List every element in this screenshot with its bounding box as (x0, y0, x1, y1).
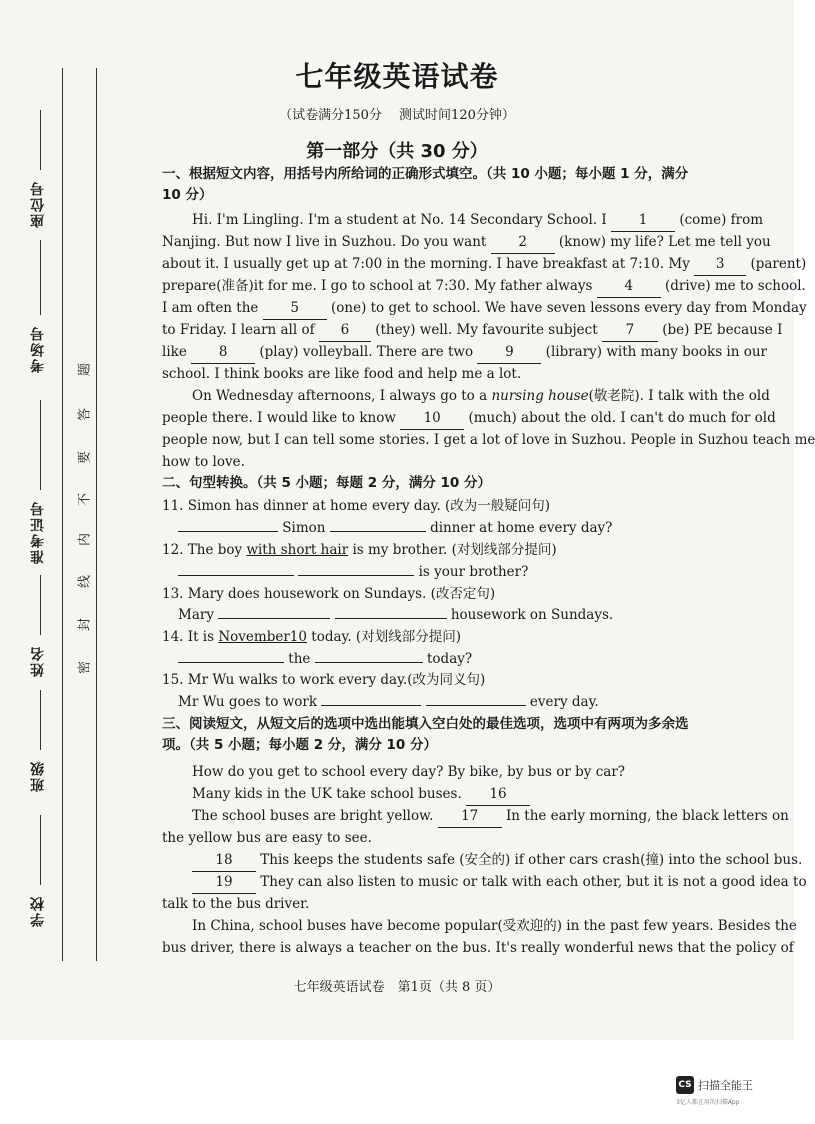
text: Mr Wu goes to work (178, 694, 318, 710)
answer-blank[interactable] (178, 662, 284, 663)
passage2-line9: bus driver, there is always a teacher on the bus. It's really wonderful news that the policy of (162, 940, 794, 956)
text: 14. It is (162, 629, 219, 645)
blank-4[interactable]: 4 (597, 276, 661, 298)
text: today. (对划线部分提问) (306, 629, 461, 645)
passage1-line2 (162, 232, 771, 254)
school-label: 学校 (30, 895, 46, 927)
answer-blank[interactable] (218, 618, 330, 619)
section1-heading-line1: 一、根据短文内容，用括号内所给词的正确形式填空。（共 10 小题；每小题 1 分，满分 (162, 166, 689, 182)
text: (library) with many books in our (541, 344, 767, 360)
binding-line-outer (62, 68, 63, 961)
scanner-tagline: 3亿人都在用的扫描App (676, 1099, 740, 1106)
passage1-line3 (162, 254, 807, 276)
blank-16[interactable]: 16 (466, 784, 530, 806)
section1-heading-line2: 10 分） (162, 187, 213, 203)
passage1-line8 (162, 364, 752, 385)
seal-char-5: 内 (77, 533, 93, 547)
seat-number-label: 座位号 (30, 180, 46, 228)
question-11: 11. Simon has dinner at home every day. (改为一般疑问句) (162, 498, 551, 514)
seal-char-4: 不 (77, 493, 93, 507)
text: In the early morning, the black letters on (501, 808, 789, 824)
answer-blank[interactable] (426, 705, 526, 706)
text: dinner at home every day? (430, 520, 613, 536)
text: The school buses are bright yellow. (192, 808, 438, 824)
text: to Friday. I learn all of (162, 322, 319, 338)
exam-info: （试卷满分150分 测试时间120分钟） (279, 108, 515, 123)
answer-12 (162, 562, 768, 583)
passage1-p2-line4: how to love. (162, 454, 245, 470)
page-footer: 七年级英语试卷 第1页（共 8 页） (293, 980, 501, 995)
passage2-line2 (162, 784, 782, 806)
underlined-text: November10 (218, 629, 307, 645)
text: prepare(准备)it for me. I go to school at 7:30. My father always (162, 278, 597, 294)
camscanner-logo-icon: CS (676, 1076, 694, 1094)
class-line (40, 690, 41, 750)
answer-15 (162, 692, 768, 713)
exam-room-label: 考场号 (30, 325, 46, 373)
seal-char-8: 密 (77, 661, 93, 675)
seal-char-7: 封 (77, 618, 93, 632)
section3-heading-line1: 三、阅读短文，从短文后的选项中选出能填入空白处的最佳选项，选项中有两项为多余选 (162, 716, 689, 732)
page-title: 七年级英语试卷 (295, 60, 499, 93)
text: every day. (529, 694, 599, 710)
text: Simon (282, 520, 326, 536)
section3-heading (162, 714, 752, 756)
school-line (40, 815, 41, 885)
answer-blank[interactable] (335, 618, 447, 619)
blank-1[interactable]: 1 (611, 210, 675, 232)
passage1-p2-line1 (162, 386, 782, 407)
answer-13 (162, 605, 768, 626)
blank-8[interactable]: 8 (191, 342, 255, 364)
seal-char-3: 要 (77, 451, 93, 465)
answer-blank[interactable] (315, 662, 423, 663)
passage2-line4: the yellow bus are easy to see. (162, 830, 372, 846)
section1-heading (162, 164, 752, 206)
blank-5[interactable]: 5 (263, 298, 327, 320)
passage2-line6 (162, 872, 807, 894)
text: (be) PE because I (657, 322, 783, 338)
text: like (162, 344, 192, 360)
passage1-line7 (162, 342, 767, 364)
text: This keeps the students safe (安全的) if other cars crash(撞) into the school bus. (256, 852, 803, 868)
underlined-text: with short hair (246, 542, 349, 558)
italic-term: nursing house (491, 388, 589, 404)
text: today? (427, 651, 473, 667)
passage2-line3 (162, 806, 789, 828)
binding-line-inner (96, 68, 97, 961)
text: (play) volleyball. There are two (255, 344, 478, 360)
section3-heading-line2: 项。（共 5 小题；每小题 2 分，满分 10 分） (162, 737, 438, 753)
seal-char-2: 答 (77, 408, 93, 422)
passage2-line7: talk to the bus driver. (162, 896, 310, 912)
answer-blank[interactable] (298, 575, 414, 576)
text: On Wednesday afternoons, I always go to a (192, 388, 492, 404)
answer-blank[interactable] (330, 531, 426, 532)
question-13: 13. Mary does housework on Sundays. (改否定句) (162, 586, 496, 602)
passage2-line8: In China, school buses have become popular(受欢迎的) in the past few years. Besides the (192, 918, 797, 934)
text: housework on Sundays. (450, 607, 614, 623)
admission-number-line (40, 400, 41, 490)
passage2-line5 (162, 850, 803, 872)
text: (know) my life? Let me tell you (554, 234, 771, 250)
text: Many kids in the UK take school buses. (192, 786, 467, 802)
passage1-p2-line3: people now, but I can tell some stories. I get a lot of love in Suzhou. People in Suzhou teach me (162, 432, 815, 448)
text: school. I think books are like food and help me a lot. (162, 366, 522, 382)
passage1-line1 (162, 210, 782, 232)
text: people there. I would like to know (162, 410, 401, 426)
answer-14 (162, 649, 768, 670)
section2-heading: 二、句型转换。（共 5 小题；每题 2 分，满分 10 分） (162, 475, 492, 491)
question-12 (162, 540, 752, 561)
blank-6[interactable]: 6 (319, 320, 371, 342)
exam-room-line (40, 240, 41, 315)
seal-char-6: 线 (77, 575, 93, 589)
text: 12. The boy (162, 542, 247, 558)
name-label: 姓名 (30, 645, 46, 677)
blank-19[interactable]: 19 (192, 872, 256, 894)
scanner-name: 扫描全能王 (698, 1079, 753, 1092)
blank-3[interactable]: 3 (694, 254, 746, 276)
text: (drive) me to school. (660, 278, 806, 294)
answer-blank[interactable] (178, 531, 278, 532)
passage1-line4 (162, 276, 806, 298)
passage2-line1: How do you get to school every day? By bike, by bus or by car? (192, 764, 626, 780)
text: Hi. I'm Lingling. I'm a student at No. 14 Secondary School. I (192, 212, 612, 228)
text: Mary (178, 607, 214, 623)
seal-char-1: 题 (77, 363, 93, 377)
class-label: 班级 (30, 760, 46, 792)
text: They can also listen to music or talk with each other, but it is not a good idea to (256, 874, 807, 890)
blank-18[interactable]: 18 (192, 850, 256, 872)
answer-blank[interactable] (178, 575, 294, 576)
passage1-line5 (162, 298, 807, 320)
text: Nanjing. But now I live in Suzhou. Do you want (162, 234, 491, 250)
text: (much) about the old. I can't do much for old (464, 410, 776, 426)
question-14 (162, 627, 752, 648)
answer-blank[interactable] (321, 705, 421, 706)
text: I am often the (162, 300, 263, 316)
text: (one) to get to school. We have seven lessons every day from Monday (326, 300, 807, 316)
text: (parent) (746, 256, 807, 272)
text: (come) from (675, 212, 764, 228)
text: (敬老院). I talk with the old (588, 388, 770, 404)
text: is my brother. (对划线部分提问) (348, 542, 557, 558)
text: (they) well. My favourite subject (370, 322, 602, 338)
part-heading: 第一部分（共 30 分） (306, 141, 488, 162)
scanner-watermark (676, 1076, 786, 1108)
admission-number-label: 准考证号 (30, 500, 46, 564)
blank-10[interactable]: 10 (400, 408, 464, 430)
passage1-p2-line2 (162, 408, 776, 430)
name-line (40, 575, 41, 635)
text: about it. I usually get up at 7:00 in the morning. I have breakfast at 7:10. My (162, 256, 695, 272)
text: the (288, 651, 311, 667)
blank-9[interactable]: 9 (477, 342, 541, 364)
blank-17[interactable]: 17 (438, 806, 502, 828)
question-15: 15. Mr Wu walks to work every day.(改为同义句) (162, 672, 486, 688)
passage1-line6 (162, 320, 783, 342)
text: is your brother? (418, 564, 529, 580)
blank-2[interactable]: 2 (491, 232, 555, 254)
blank-7[interactable]: 7 (602, 320, 658, 342)
answer-11 (162, 518, 768, 539)
